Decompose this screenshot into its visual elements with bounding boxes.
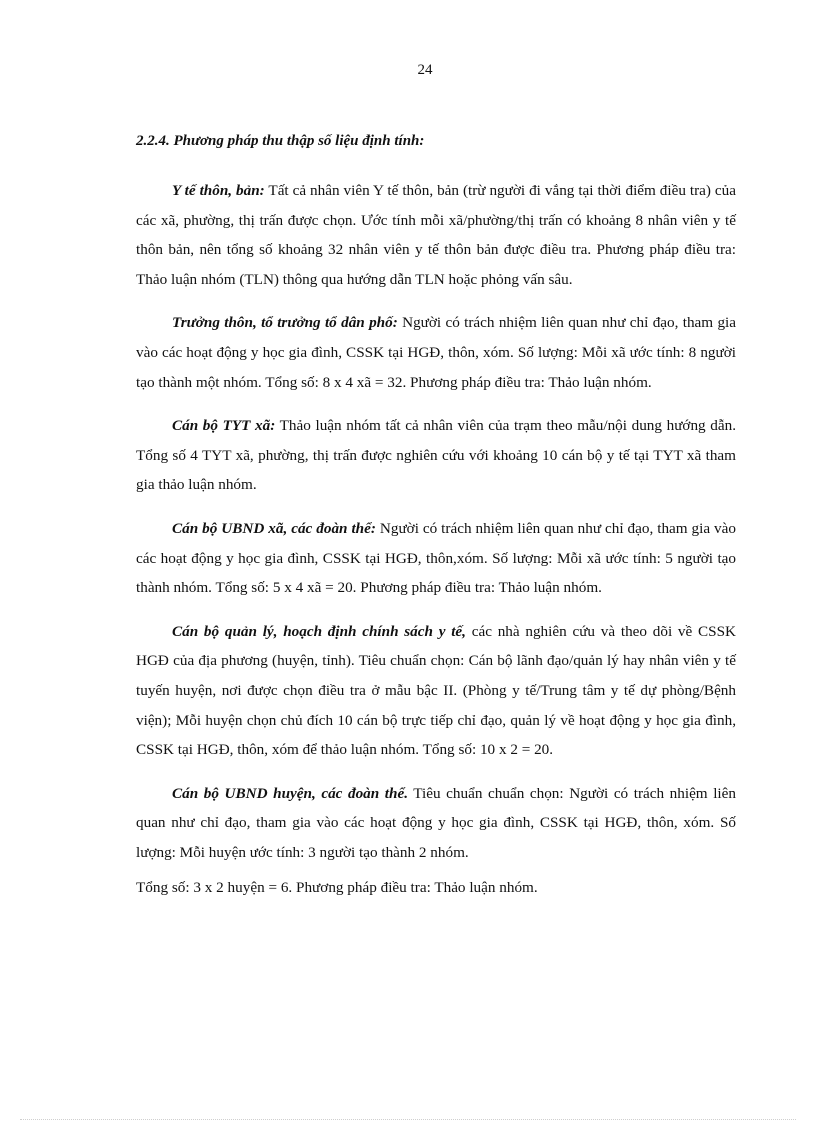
paragraph-village-health-workers (136, 176, 736, 294)
paragraph-lead: Y tế thôn, bản: (172, 182, 265, 199)
paragraph-text: Tất cả nhân viên Y tế thôn, bản (trừ người đi vắng tại thời điểm điều tra) của các xã, phường, thị trấn được chọn. Ước tính mỗi xã/phường/thị trấn có khoảng 8 nhân viên y tế thôn bản, nên tổng số khoảng 32 nhân viên y tế thôn bản được điều tra. Phương pháp điều tra: Thảo luận nhóm (TLN) thông qua hướng dẫn TLN hoặc phỏng vấn sâu. (136, 182, 737, 288)
paragraph-text: Tổng số: 3 x 2 huyện = 6. Phương pháp điều tra: Thảo luận nhóm. (136, 879, 538, 897)
paragraph-commune-health-station-staff (136, 411, 736, 500)
page-bottom-rule (20, 1119, 796, 1120)
paragraph-village-heads (136, 308, 736, 397)
paragraph-text: Người có trách nhiệm liên quan như chỉ đạo, tham gia vào các hoạt động y học gia đình, CSSK tại HGĐ, thôn, xóm. Số lượng: Mỗi xã ước tính: 8 người tạo thành một nhóm. Tổng số: 8 x 4 xã = 32. Phương pháp điều tra: Thảo luận nhóm. (136, 314, 736, 391)
paragraph-total-district (136, 873, 736, 903)
paragraph-lead: Cán bộ TYT xã: (172, 417, 276, 435)
paragraph-text: các nhà nghiên cứu và theo dõi về CSSK HGĐ của địa phương (huyện, tỉnh). Tiêu chuẩn chọn: Cán bộ lãnh đạo/quản lý hay nhân viên y tế tuyến huyện, nơi được chọn điều tra ở mẫu bậc II. (Phòng y tế/Trung tâm y tế dự phòng/Bệnh viện); Mỗi huyện chọn chủ đích 10 cán bộ trực tiếp chỉ đạo, quản lý về hoạt động y học gia đình, CSSK tại HGĐ, thôn, xóm để thảo luận nhóm. Tổng số: 10 x 2 = 20. (136, 622, 736, 759)
paragraph-commune-committee-staff (136, 514, 736, 603)
paragraph-text: Tiêu chuẩn chuẩn chọn: Người có trách nhiệm liên quan như chỉ đạo, tham gia vào các hoạt động y học gia đình, CSSK tại HGĐ, thôn, xóm. Số lượng: Mỗi huyện ước tính: 3 người tạo thành 2 nhóm. (136, 784, 736, 861)
paragraph-lead: Trưởng thôn, tổ trưởng tổ dân phố: (172, 314, 398, 332)
paragraph-text: Thảo luận nhóm tất cả nhân viên của trạm theo mẫu/nội dung hướng dẫn. Tổng số 4 TYT xã, phường, thị trấn được nghiên cứu với khoảng 10 cán bộ y tế tại TYT xã tham gia thảo luận nhóm. (136, 417, 737, 494)
page-number: 24 (417, 62, 433, 78)
paragraph-lead: Cán bộ quản lý, hoạch định chính sách y tế, (172, 622, 466, 640)
paragraph-lead: Cán bộ UBND xã, các đoàn thể: (172, 519, 376, 537)
section-heading: 2.2.4. Phương pháp thu thập số liệu định tính: (136, 133, 425, 149)
paragraph-lead: Cán bộ UBND huyện, các đoàn thể. (172, 784, 408, 802)
body-text (136, 176, 736, 903)
paragraph-health-policy-managers (136, 617, 736, 765)
paragraph-district-committee-staff (136, 779, 736, 868)
paragraph-text: Người có trách nhiệm liên quan như chỉ đạo, tham gia vào các hoạt động y học gia đình, CSSK tại HGĐ, thôn,xóm. Số lượng: Mỗi xã ước tính: 5 người tạo thành nhóm. Tổng số: 5 x 4 xã = 20. Phương pháp điều tra: Thảo luận nhóm. (136, 519, 736, 597)
